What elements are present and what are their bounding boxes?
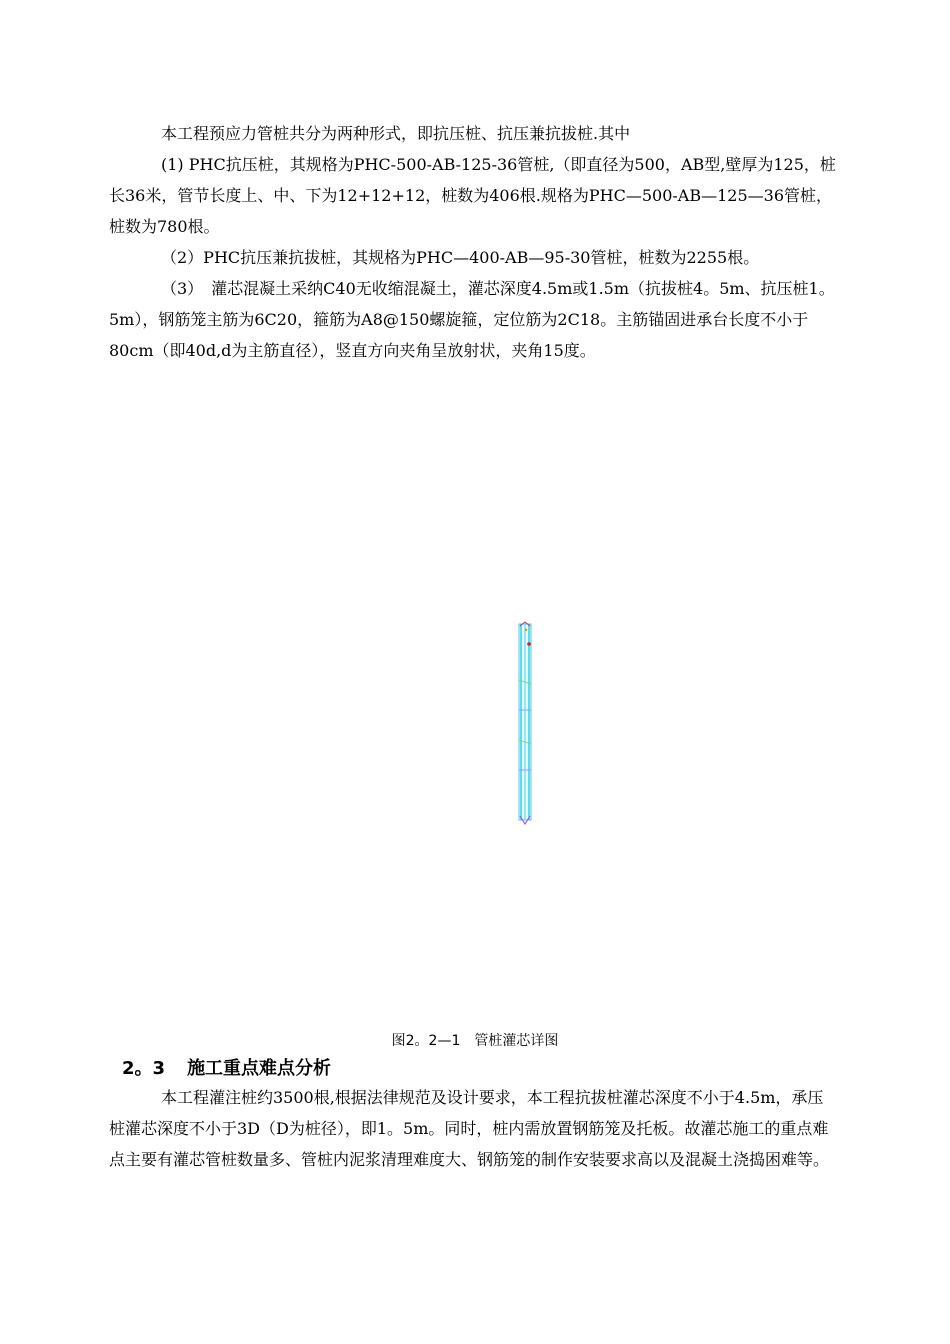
section-title: 施工重点难点分析 bbox=[187, 1058, 332, 1079]
pile-core-detail-drawing bbox=[512, 620, 538, 826]
intro-paragraph: 本工程预应力管桩共分为两种形式，即抗压桩、抗压兼抗拔桩.其中 bbox=[161, 124, 631, 143]
item-1-paragraph: (1) PHC抗压桩，其规格为PHC-500-AB-125-36管桩,（即直径为500，AB型,壁厚为125，桩长36米，管节长度上、中、下为12+12+12，桩数为406根.规格为PHC—500-AB—125—36管桩，桩数为780根。 bbox=[109, 155, 836, 236]
section-body-paragraph: 本工程灌注桩约3500根,根据法律规范及设计要求，本工程抗拔桩灌芯深度不小于4.5m，承压桩灌芯深度不小于3D（D为桩径），即1。5m。同时，桩内需放置钢筋笼及托板。故灌芯施工的重点难点主要有灌芯管桩数量多、管桩内泥浆清理难度大、钢筋笼的制作安装要求高以及混凝土浇捣困难等。 bbox=[109, 1088, 830, 1169]
figure-caption: 图2。2—1 管桩灌芯详图 bbox=[391, 1033, 559, 1049]
item-3-paragraph: （3） 灌芯混凝土采纳C40无收缩混凝土，灌芯深度4.5m或1.5m（抗拔桩4。5m、抗压桩1。5m），钢筋笼主筋为6C20，箍筋为A8@150螺旋箍，定位筋为2C18。主筋锚固进承台长度不小于80cm（即40d,d为主筋直径），竖直方向夹角呈放射状，夹角15度。 bbox=[109, 279, 835, 360]
section-heading bbox=[122, 1054, 331, 1080]
section-number: 2。3 bbox=[122, 1058, 166, 1079]
item-2-paragraph: （2）PHC抗压兼抗拔桩，其规格为PHC—400-AB—95-30管桩，桩数为2255根。 bbox=[161, 248, 760, 267]
